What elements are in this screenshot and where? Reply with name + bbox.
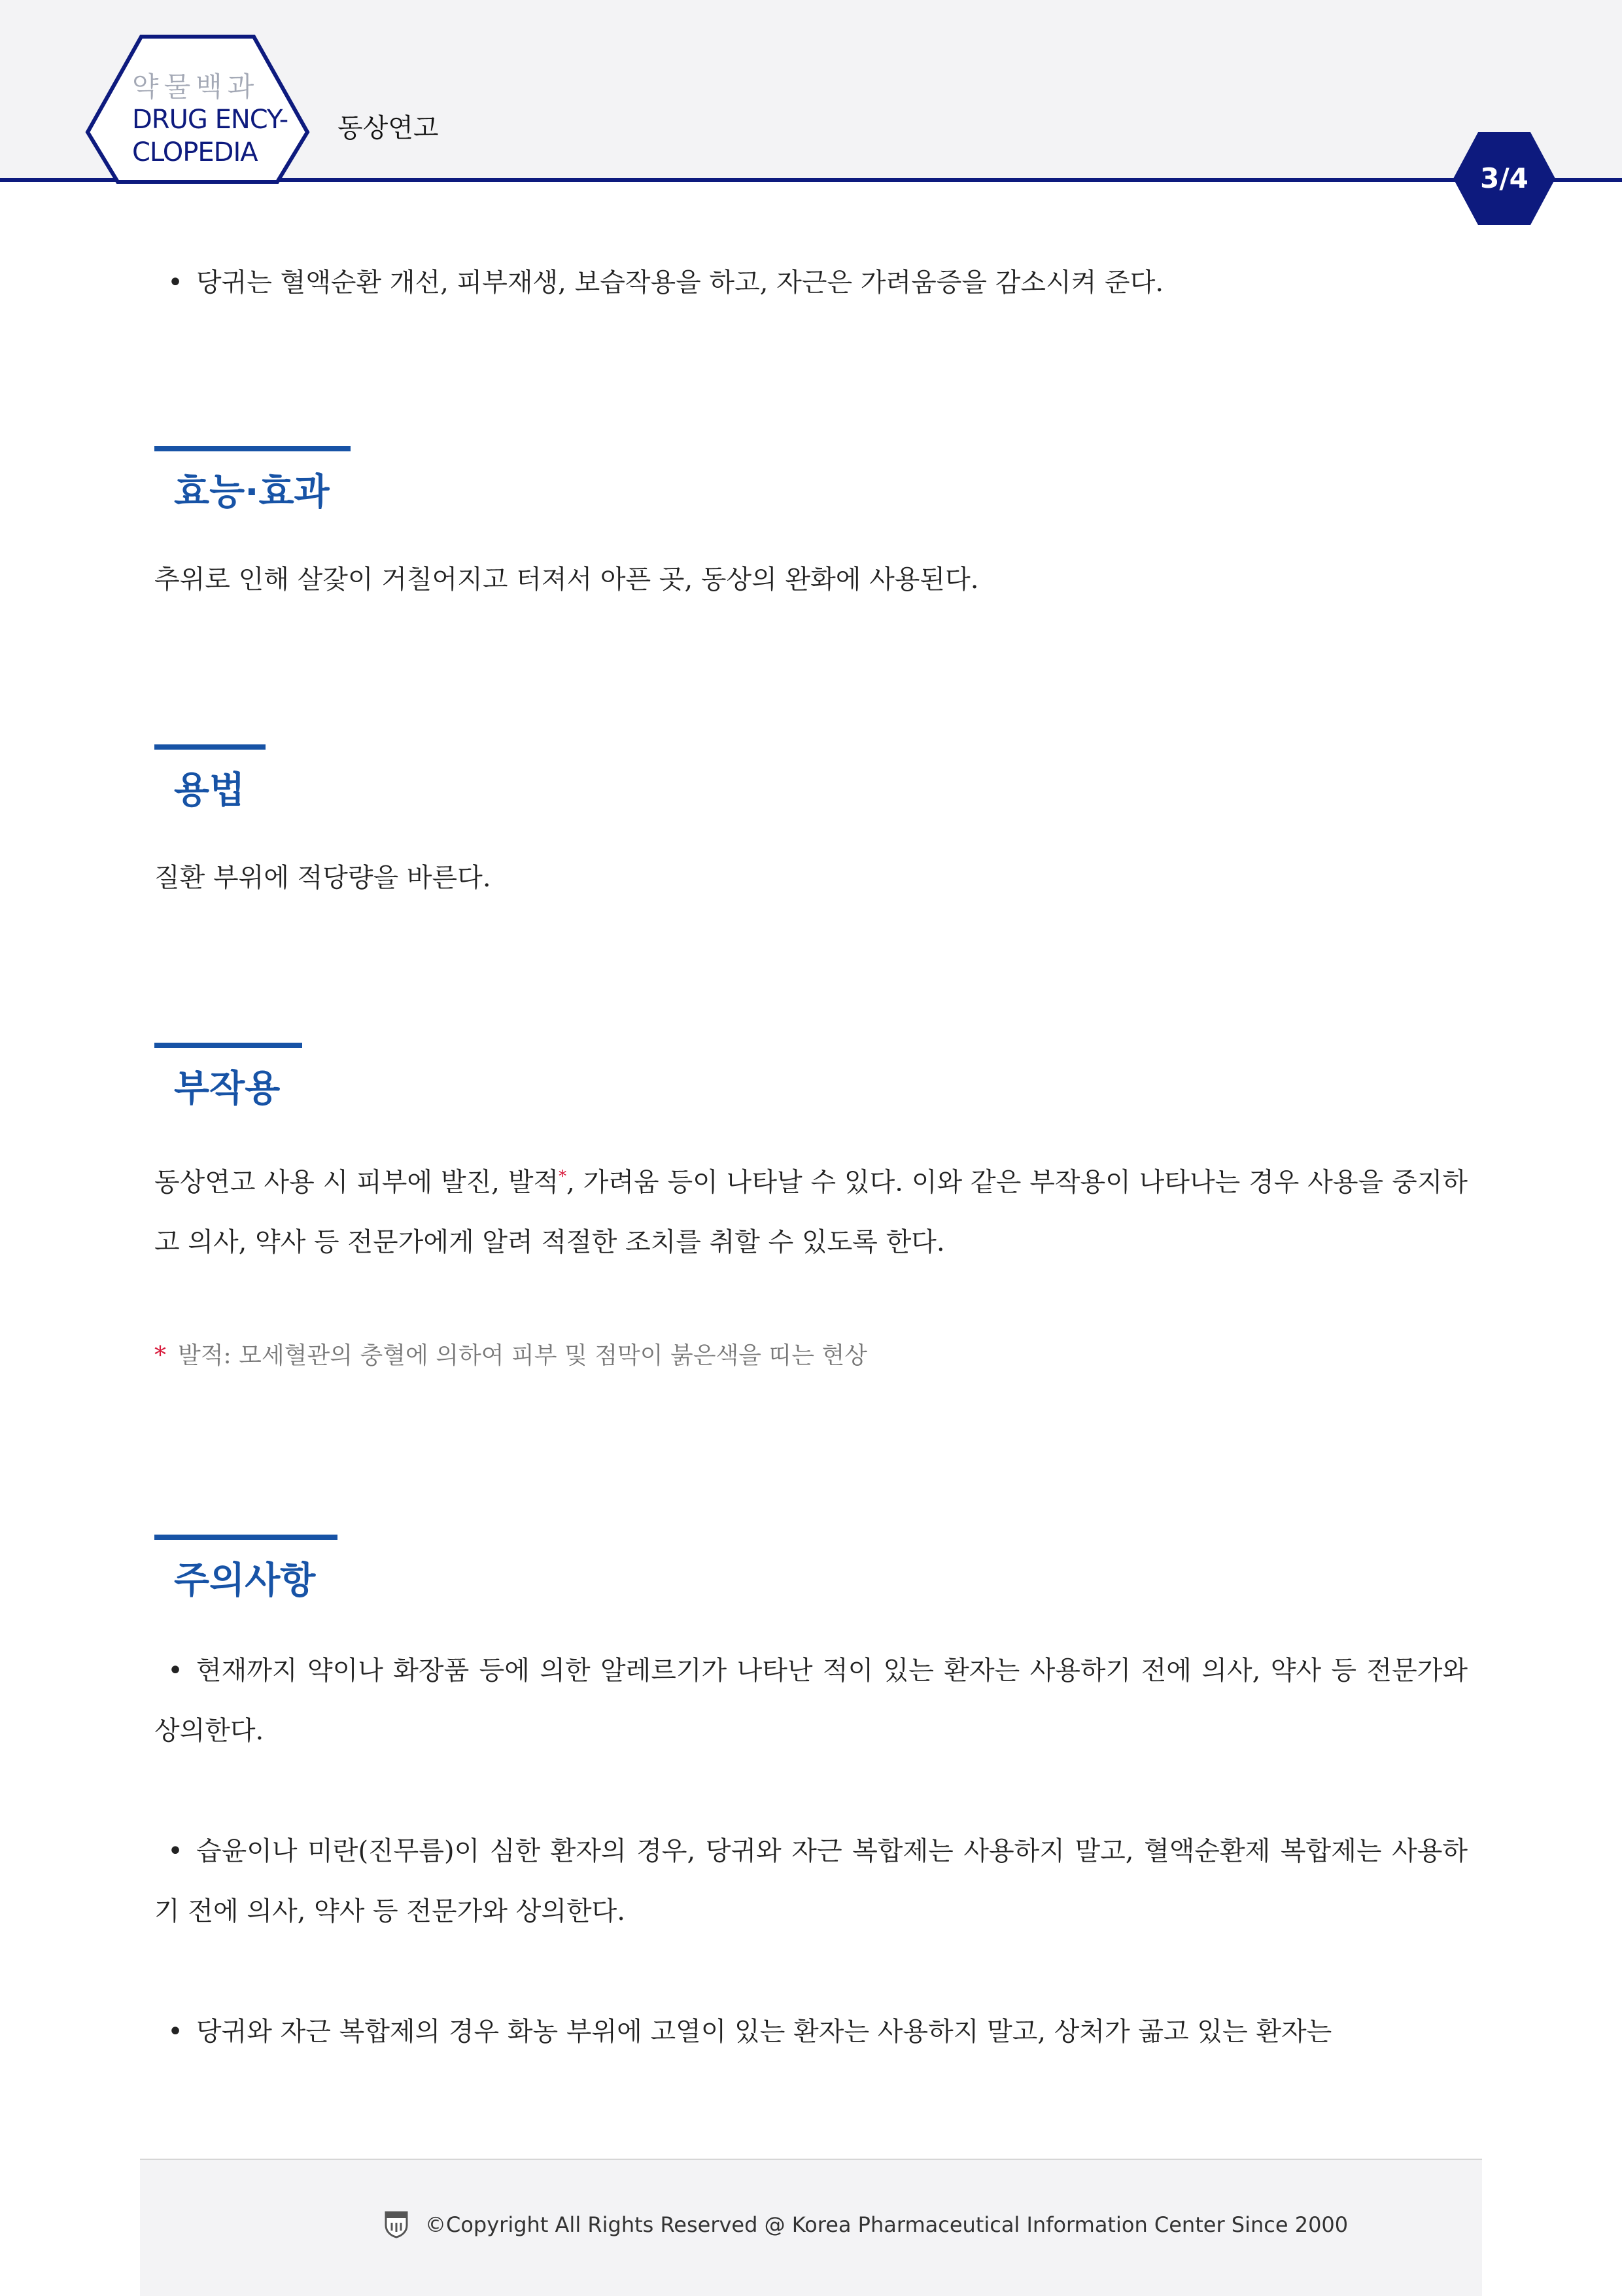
footer-copyright: ©Copyright All Rights Reserved @ Korea Pharmaceutical Information Center Since 2000 <box>425 2212 1349 2237</box>
side-effects-text-1: 동상연고 사용 시 피부에 발진, 발적 <box>154 1167 559 1198</box>
section-title-precautions: 주의사항 <box>174 1559 316 1602</box>
precaution-item <box>154 1641 1468 1761</box>
footnote-text: 발적: 모세혈관의 충혈에 의하여 피부 및 점막이 붉은색을 띠는 현상 <box>178 1342 868 1369</box>
precaution-item <box>154 2002 1468 2062</box>
section-bar-precautions <box>154 1535 337 1540</box>
footnote-marker: * <box>154 1342 166 1369</box>
page-indicator: 3/4 <box>1480 162 1528 194</box>
side-effects-text-2: , 가려움 등이 나타날 수 있다. 이와 같은 부작용이 나타나는 경우 사용을 중지하고 의사, 약사 등 전문가에게 알려 적절한 조치를 취할 수 있도록 한다. <box>154 1167 1468 1258</box>
section-title-efficacy: 효능·효과 <box>174 471 330 513</box>
efficacy-body: 추위로 인해 살갗이 거칠어지고 터져서 아픈 곳, 동상의 완화에 사용된다. <box>154 565 979 595</box>
intro-bullet-item <box>154 252 1468 313</box>
bullet-icon: • <box>167 2017 183 2047</box>
footnote-reference: * <box>559 1167 567 1185</box>
section-title-side-effects: 부작용 <box>174 1068 281 1110</box>
drug-name-title: 동상연고 <box>337 113 439 143</box>
precaution-text: 현재까지 약이나 화장품 등에 의한 알레르기가 나타난 적이 있는 환자는 사용하기 전에 의사, 약사 등 전문가와 상의한다. <box>154 1656 1468 1746</box>
side-effects-body <box>154 1146 1468 1272</box>
footnote <box>154 1337 867 1370</box>
logo-english-line1: DRUG ENCY- <box>132 105 288 135</box>
bullet-icon: • <box>167 1836 183 1866</box>
kpic-emblem-icon <box>383 2210 409 2238</box>
bullet-icon: • <box>167 268 183 298</box>
logo-korean: 약물백과 <box>132 71 260 103</box>
section-title-dosage: 용법 <box>174 769 245 812</box>
precaution-text: 당귀와 자근 복합제의 경우 화농 부위에 고열이 있는 환자는 사용하지 말고, 상처가 곪고 있는 환자는 <box>196 2017 1332 2047</box>
precaution-text: 습윤이나 미란(진무름)이 심한 환자의 경우, 당귀와 자근 복합제는 사용하지 말고, 혈액순환제 복합제는 사용하기 전에 의사, 약사 등 전문가와 상의한다. <box>154 1836 1468 1926</box>
bullet-icon: • <box>167 1656 183 1686</box>
intro-bullet-text: 당귀는 혈액순환 개선, 피부재생, 보습작용을 하고, 자근은 가려움증을 감소시켜 준다. <box>196 268 1164 298</box>
logo-english-line2: CLOPEDIA <box>132 137 258 167</box>
section-bar-side-effects <box>154 1043 302 1048</box>
precaution-item <box>154 1821 1468 1941</box>
logo <box>132 71 288 169</box>
dosage-body: 질환 부위에 적당량을 바른다. <box>154 863 491 893</box>
section-bar-efficacy <box>154 446 351 451</box>
section-bar-dosage <box>154 744 266 750</box>
